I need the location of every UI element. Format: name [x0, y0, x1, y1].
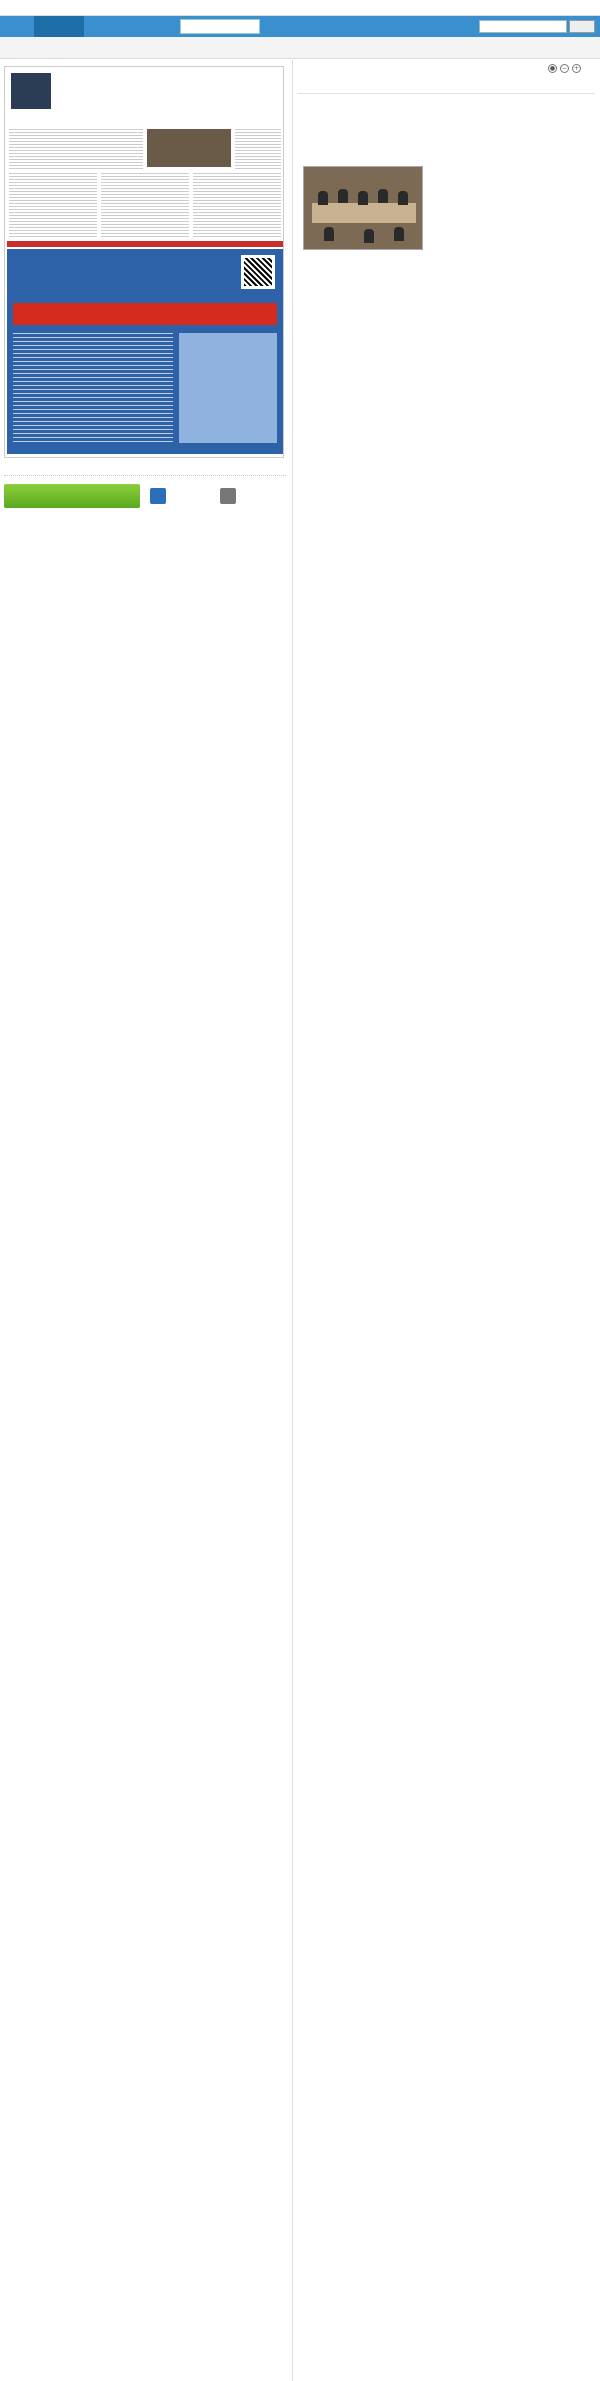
- print-page-button[interactable]: [218, 484, 284, 508]
- sub-nav-stripe: [0, 37, 600, 59]
- channel-links: [72, 0, 600, 16]
- ad-headline: [13, 303, 277, 325]
- photo-person: [324, 227, 334, 241]
- font-smaller-icon[interactable]: −: [561, 65, 568, 72]
- newspaper-photo: [147, 129, 231, 167]
- article-panel: [292, 60, 598, 2381]
- search-input[interactable]: [479, 20, 567, 33]
- site-logo[interactable]: [2, 1, 64, 14]
- newspaper-text-block: [101, 173, 189, 239]
- nav-tab-title-nav[interactable]: [88, 16, 134, 37]
- page-caption: [4, 462, 286, 476]
- view-buttons: [4, 482, 286, 510]
- old-version-button[interactable]: [4, 484, 140, 508]
- nav-tab-epaper[interactable]: [310, 16, 346, 37]
- printer-icon: [220, 488, 236, 504]
- newspaper-page-image[interactable]: [4, 66, 284, 458]
- main-nav: [0, 16, 600, 37]
- photo-person: [398, 191, 408, 205]
- newspaper-text-block: [235, 129, 281, 169]
- photo-person: [364, 229, 374, 243]
- newspaper-text-block: [9, 173, 97, 239]
- top-bar: [0, 0, 600, 16]
- font-size-controls: [545, 63, 581, 73]
- newspaper-ad: [7, 249, 283, 454]
- photo-person: [358, 191, 368, 205]
- article-body: [303, 166, 591, 175]
- qr-code-icon: [241, 255, 275, 289]
- search-button[interactable]: [569, 20, 595, 33]
- photo-person: [378, 189, 388, 203]
- newspaper-divider: [7, 241, 283, 247]
- nav-tab-forum[interactable]: [264, 16, 306, 37]
- date-selector[interactable]: [180, 19, 260, 34]
- article-photo: [303, 166, 423, 250]
- flash-read-button[interactable]: [148, 484, 212, 508]
- article-meta: [297, 80, 595, 94]
- nav-tab-date[interactable]: [136, 16, 178, 37]
- photo-person: [318, 191, 328, 205]
- newspaper-badge: [11, 73, 51, 109]
- photo-table: [312, 203, 416, 223]
- newspaper-text-block: [9, 129, 143, 169]
- font-larger-icon[interactable]: +: [573, 65, 580, 72]
- flash-icon: [150, 488, 166, 504]
- nav-tab-page-nav[interactable]: [34, 16, 84, 37]
- nav-tab-home[interactable]: [0, 16, 34, 37]
- photo-person: [338, 189, 348, 203]
- newspaper-text-block: [193, 173, 281, 239]
- font-default-icon[interactable]: ●: [549, 65, 556, 72]
- ad-text-block: [13, 333, 173, 443]
- ad-image: [179, 333, 277, 443]
- photo-person: [394, 227, 404, 241]
